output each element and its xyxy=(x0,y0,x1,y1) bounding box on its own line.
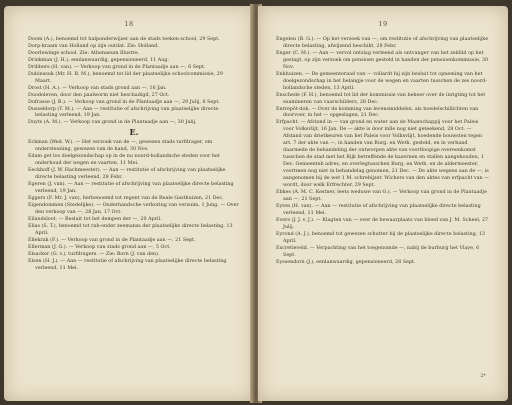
index-entry: Eyrond (A. J.), benoemd tot gewezen schutter bij de plaatselijke directe belasting, 13 April. xyxy=(276,230,485,244)
entries-e-continued xyxy=(276,36,490,265)
index-entry: Enschede (F. H.), benoemd tot lid der kommissie van beheer over de inrigting tot het examineren van vaarschilders, 28 Dec. xyxy=(276,91,486,105)
entries-d-section xyxy=(28,36,240,126)
index-entry: Eilandsloot. — Besluit tot het dempen der —, 20 April. xyxy=(28,215,162,222)
index-entry: Ebkes (A. M. C. Kestner, leets weduwe van G.). — Verkoop van grond in de Plantaadje aan —, 21 Sept. xyxy=(276,188,487,202)
index-entry: Ellekrak (F.). — Verkoop van grond in de Plantaadje aan —, 21 Sept. xyxy=(28,236,196,243)
index-entry: Eigendommen (Stedelijke). — Onderhandsche verkoring van verzuim, 1 Jung. — Over den verkoop van —, 28 Jan. 17 Oct. xyxy=(28,201,239,215)
index-entry: Eckman (Wed. W.). — Het verzoek van de —, gewezen stads turfdrager, om ondersteuning, gewezen van de hand, 30 Nov. xyxy=(28,139,213,153)
index-entry: Dufrasse (J. B.). — Verkoop van grond in de Plantaadje aan —, 29 Julij, 6 Sept. xyxy=(28,98,220,105)
index-entry: Edam get los doelgezondschap op in de nu noord-hollandsche steden voor het onderhoud der wegen en vaarten, 11 Mei. xyxy=(28,153,220,167)
index-entry: Elsacker (G. v.), turfdragers. — Zie: Born (J. van den). xyxy=(28,250,160,257)
index-entry: Dusseldorp (T. M.). — Aan — restitutie of afschrijving van plaatselijke directe belasting verleend, 19 Jan. xyxy=(28,105,219,119)
index-entry: Enger (C. M.). — Aan — vervol ontslag verleend als ontvanger van het zeldild op het gestagt, op zijn verzoek om pensioen gesteld in handen der pensioenkommissie, 30 Nov. xyxy=(276,49,489,70)
index-entry: Drost (H. A.). — Verkoop van stads grond aan —, 16 Jan. xyxy=(28,84,167,91)
index-entry: Enkhuizen. — De gemeenteraad van — vollardt bij zijn besluit tot opneming van het doelgezondschap in het belangje voor de wegen en vaarten tusschen de zes noord-hollandsche steden, 13 April. xyxy=(276,70,487,91)
index-entry: Dubinssuk (Mr. H. B. M.), benoemd tot lid der plaatselijke schoolcommissie, 29 Maart. xyxy=(28,70,223,84)
index-entry: Duyts (A. M.). — Verkoop van grond in de Plantaadje aan —, 30 Julij. xyxy=(28,119,197,126)
index-entry: Entrepôt-dok. — Over de komming van levensmiddelen, als hoedelschillichten van doorvoer, in het — opgeslagen, 21 Dec. xyxy=(276,105,479,119)
index-entry: Erfpacht. — Afstand in — van grond en water aan de Maatschappij voor het Paleis voor Volksvlijt, 16 Jan. De — akte is door mlle nog niet geteekend, 28 Oct. — Afstand van drietkeuren van het Paleis voor Volksvlijt, hoedende bouwsten tegen art. 7 der akte van —, in handen van Burg. en Weth. gesteld, en in verband daarmede de behandeling der ontworpen akte van voortloopige overeenkomst tusschen de stad met het Rijk betreffende de kazernen en stallen aangehouden, 1 Dec. Gemeenteb adres, en overlegtusschen Burg. en Weth. en de aldermeester, voortmen nog niet in behandelag genomen, 21 Dec. — De akte wegens aan de —, is aangenomen bij de wet 1 M. schrebijzer. Wichers van den aktes van erfpacht van — wordt, door welk Erfrechter, 29 Sept. xyxy=(276,119,490,189)
index-entry: Egeren (J. van). — Aan — restitutie of afschrijving van plaatselijke directe belasting verleend, 19 Jan. xyxy=(28,181,234,195)
page-number-right: 19 xyxy=(378,20,388,28)
index-entry: Duodoleven, door den paalworm niet beschadigd, 27 Oct. xyxy=(28,91,170,98)
index-entry: Eeckhoff (J. W. Hachmeester). — Aan — restitutie of afschrijving van plaatselijke directe belasting verleend, 28 Febr. xyxy=(28,167,226,181)
index-entries-right xyxy=(276,36,490,265)
index-entry: Doorlewinge school. Zie: Athenaeum Illustre. xyxy=(28,49,140,56)
page-number-left: 18 xyxy=(124,20,134,28)
right-page xyxy=(258,6,508,401)
index-entries-left xyxy=(28,36,240,272)
index-entry: Dorp-kraam van Holland op zijn outdat. Zie: Holland. xyxy=(28,42,159,49)
entries-e-section xyxy=(28,139,240,271)
index-entry: Drinkman (J. H.), eenlanwaardig, gepensioneerd, 11 Aug. xyxy=(28,56,170,63)
section-letter: E. xyxy=(129,127,139,138)
index-entry: Eyssendorn (J.), eenlanwaardig, gepensioneerd, 28 Sept. xyxy=(276,258,416,265)
index-entry: Doom (A.), benoemd tot hulponderwijzer aan de stads teeken-school, 29 Sept. xyxy=(28,36,220,42)
signature-mark: 2* xyxy=(480,373,486,379)
index-entry: Elias (S. T.), benoemd tot rab-onder zeemanss der plaatselijke directe belasting, 13 April. xyxy=(28,222,233,236)
index-entry: Eyten (H. van). — Aan — restitutie of afschrijving van plaatselijke directe belasting verleend, 11 Mei. xyxy=(276,202,481,216)
index-entry: Engelen (B. G.). — Op het verzoek van —, om restitutie of afschrijving van plaatselijke directe belasting, afwijzend beschikt, 28 Febr. xyxy=(276,36,489,49)
index-entry: Elsen (H. J.). — Aan — restitutie of afschrijving van plaatselijke directe belasting verleend, 11 Mei. xyxy=(28,257,227,271)
index-entry: Eggers (F. Mr. J. van), herbenoemd tot regent van de Reale Gasthuizen, 21 Dec. xyxy=(28,195,224,202)
left-page xyxy=(4,6,254,401)
index-entry: Dribbers (H. van). — Verkoop van grond in de Plantaadje aan —, 6 Sept. xyxy=(28,63,206,70)
index-entry: Evers (J. J. v. J.). — Klagten van — over de bewaarplaats van bloed van J. M. Scheel, 27 Julij. xyxy=(276,216,489,230)
index-entry: Excretieveld. — Verpachting van het toegenomde —, nabij de burburg het Vlaye, 6 Sept. xyxy=(276,244,480,258)
index-entry: Ellerman (J. G.). — Verkoop van stads grond aan —, 5 Oct. xyxy=(28,243,171,250)
